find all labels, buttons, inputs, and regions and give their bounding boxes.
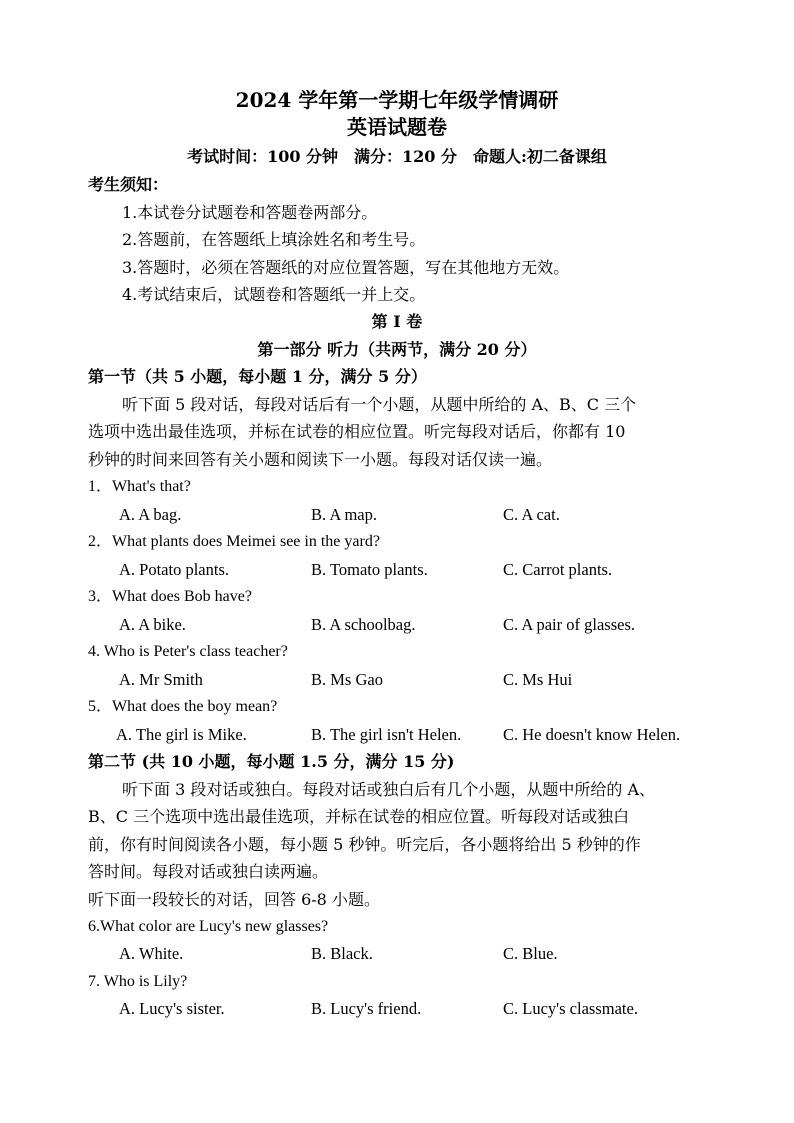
option-b: B. A map.	[311, 505, 378, 524]
section-instruction: 答时间。每段对话或独白读两遍。	[88, 862, 329, 881]
option-a: A. The girl is Mike.	[116, 725, 247, 744]
option-a: A. A bag.	[119, 505, 182, 524]
section-instruction: 秒钟的时间来回答有关小题和阅读下一小题。每段对话仅读一遍。	[88, 450, 553, 469]
notice-heading: 考生须知：	[88, 175, 169, 194]
notice-item: 2.答题前，在答题纸上填涂姓名和考生号。	[122, 230, 426, 249]
option-c: C. He doesn't know Helen.	[503, 725, 681, 744]
section-instruction: 选项中选出最佳选项，并标在试卷的相应位置。听完每段对话后，你都有 10	[88, 422, 626, 441]
exam-title: 2024 学年第一学期七年级学情调研	[235, 88, 559, 112]
notice-item: 1.本试卷分试题卷和答题卷两部分。	[122, 203, 378, 222]
exam-subtitle: 英语试题卷	[347, 115, 447, 139]
section-instruction: B、C 三个选项中选出最佳选项，并标在试卷的相应位置。听每段对话或独白	[88, 807, 630, 826]
option-c: C. Lucy's classmate.	[503, 999, 638, 1018]
volume-title: 第 I 卷	[371, 312, 423, 331]
exam-info: 考试时间：100 分钟 满分：120 分 命题人:初二备课组	[187, 147, 607, 166]
option-c: C. Blue.	[503, 944, 558, 963]
option-b: B. Black.	[311, 944, 373, 963]
question-2: 2．What plants does Meimei see in the yard?	[88, 533, 380, 550]
option-b: B. Tomato plants.	[311, 560, 428, 579]
option-b: B. A schoolbag.	[311, 615, 416, 634]
option-a: A. A bike.	[119, 615, 186, 634]
option-a: A. Mr Smith	[119, 670, 203, 689]
option-c: C. Carrot plants.	[503, 560, 613, 579]
section-heading: 第二节 (共 10 小题，每小题 1.5 分，满分 15 分)	[88, 752, 455, 771]
option-b: B. The girl isn't Helen.	[311, 725, 462, 744]
option-c: C. A pair of glasses.	[503, 615, 635, 634]
option-c: C. A cat.	[503, 505, 560, 524]
section-heading: 第一节（共 5 小题，每小题 1 分，满分 5 分）	[88, 367, 427, 386]
part-title: 第一部分 听力（共两节，满分 20 分）	[257, 340, 537, 359]
question-5: 5．What does the boy mean?	[88, 698, 278, 715]
option-c: C. Ms Hui	[503, 670, 573, 689]
question-4: 4. Who is Peter's class teacher?	[88, 643, 288, 660]
question-7: 7. Who is Lily?	[88, 973, 188, 990]
notice-item: 3.答题时，必须在答题纸的对应位置答题，写在其他地方无效。	[122, 258, 570, 277]
option-b: B. Lucy's friend.	[311, 999, 422, 1018]
sub-instruction: 听下面一段较长的对话，回答 6-8 小题。	[88, 890, 380, 909]
section-instruction: 前，你有时间阅读各小题，每小题 5 秒钟。听完后，各小题将给出 5 秒钟的作	[88, 835, 641, 854]
section-instruction: 听下面 3 段对话或独白。每段对话或独白后有几个小题，从题中所给的 A、	[122, 780, 655, 799]
section-instruction: 听下面 5 段对话，每段对话后有一个小题，从题中所给的 A、B、C 三个	[122, 395, 637, 414]
question-3: 3．What does Bob have?	[88, 588, 252, 605]
option-a: A. Lucy's sister.	[119, 999, 225, 1018]
option-b: B. Ms Gao	[311, 670, 383, 689]
question-1: 1．What's that?	[88, 478, 191, 495]
question-6: 6.What color are Lucy's new glasses?	[88, 918, 329, 935]
notice-item: 4.考试结束后，试题卷和答题纸一并上交。	[122, 285, 426, 304]
option-a: A. Potato plants.	[119, 560, 229, 579]
option-a: A. White.	[119, 944, 184, 963]
